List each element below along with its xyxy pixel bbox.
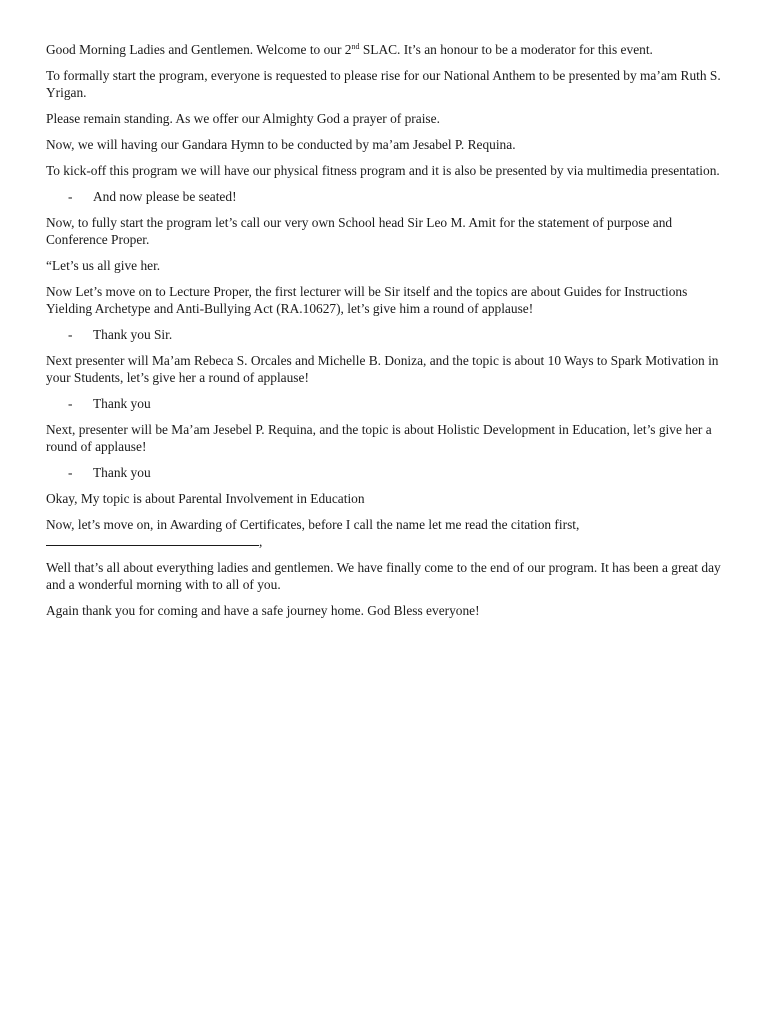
fill-in-blank-line bbox=[46, 533, 259, 546]
welcome-paragraph: Good Morning Ladies and Gentlemen. Welcome to our 2nd SLAC. It’s an honour to be a moderator for this event. bbox=[46, 42, 653, 57]
school-head-paragraph: Now, to fully start the program let’s call our very own School head Sir Leo M. Amit for the statement of purpose and Conference Proper. bbox=[46, 215, 673, 247]
parental-topic-paragraph: Okay, My topic is about Parental Involvement in Education bbox=[46, 491, 365, 506]
farewell-paragraph: Again thank you for coming and have a safe journey home. God Bless everyone! bbox=[46, 603, 480, 618]
bullet-item: - And now please be seated! bbox=[68, 189, 237, 204]
hymn-paragraph: Now, we will having our Gandara Hymn to be conducted by ma’am Jesabel P. Requina. bbox=[46, 137, 516, 152]
bullet-dash: - bbox=[68, 327, 73, 342]
document-body bbox=[46, 41, 722, 628]
awarding-paragraph: Now, let’s move on, in Awarding of Certificates, before I call the name let me read the citation first, , bbox=[46, 517, 580, 549]
bullet-item: - Thank you Sir. bbox=[68, 327, 173, 342]
closing-paragraph: Well that’s all about everything ladies and gentlemen. We have finally come to the end of our program. It has been a great day and a wonderful morning with to all of you. bbox=[46, 560, 721, 592]
next-presenter-paragraph: Next presenter will Ma’am Rebeca S. Orcales and Michelle B. Doniza, and the topic is about 10 Ways to Spark Motivation in your Students, let’s give her a round of applause! bbox=[46, 353, 719, 385]
holistic-paragraph: Next, presenter will be Ma’am Jesebel P. Requina, and the topic is about Holistic Development in Education, let’s give her a round of applause! bbox=[46, 422, 712, 454]
give-her-paragraph: “Let’s us all give her. bbox=[46, 258, 161, 273]
bullet-dash: - bbox=[68, 465, 73, 480]
bullet-dash: - bbox=[68, 396, 73, 411]
bullet-item: - Thank you bbox=[68, 465, 151, 480]
bullet-item: - Thank you bbox=[68, 396, 151, 411]
national-anthem-paragraph: To formally start the program, everyone is requested to please rise for our National Anthem to be presented by ma’am Ruth S. Yrigan. bbox=[46, 68, 721, 100]
fitness-paragraph: To kick-off this program we will have our physical fitness program and it is also be presented by via multimedia presentation. bbox=[46, 163, 720, 178]
lecture-proper-paragraph: Now Let’s move on to Lecture Proper, the first lecturer will be Sir itself and the topics are about Guides for Instructions Yielding Archetype and Anti-Bullying Act (RA.10627), let’s give him a round of applause! bbox=[46, 284, 688, 316]
bullet-dash: - bbox=[68, 189, 73, 204]
prayer-paragraph: Please remain standing. As we offer our Almighty God a prayer of praise. bbox=[46, 111, 440, 126]
ordinal-suffix: nd bbox=[351, 42, 360, 51]
